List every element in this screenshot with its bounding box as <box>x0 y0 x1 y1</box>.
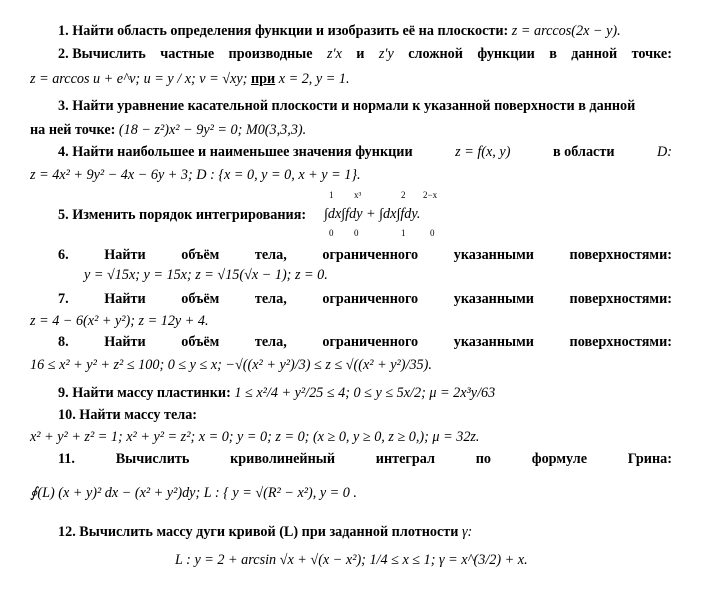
problem-formula: ∮(L) (x + y)² dx − (x² + y²)dy; L : { y = √(R² − x²), y = 0 . <box>30 485 357 501</box>
problem-text: частные <box>160 46 215 62</box>
problem-text: в области <box>552 144 615 160</box>
problem-formula: γ: <box>461 524 473 540</box>
problem-number: 10. <box>58 407 76 423</box>
problem-3-line-1 <box>58 97 635 115</box>
problem-text: Грина: <box>627 451 672 467</box>
problem-text: объём <box>181 334 220 350</box>
problem-formula: z′y <box>378 46 394 62</box>
problem-2-line-2 <box>30 70 350 88</box>
problem-formula: 16 ≤ x² + y² + z² ≤ 100; 0 ≤ y ≤ x; −√((x² + y²)/3) ≤ z ≤ √((x² + y²)/35). <box>30 357 432 373</box>
problem-formula: 1 ≤ x²/4 + y²/25 ≤ 4; 0 ≤ y ≤ 5x/2; μ = 2x³y/63 <box>234 385 496 401</box>
problem-text: по <box>475 451 491 467</box>
problem-number: 6. <box>58 247 69 263</box>
problem-12-line-2 <box>175 551 528 569</box>
problem-formula: x² + y² + z² = 1; x² + y² = z²; x = 0; y = 0; z = 0; (x ≥ 0, y ≥ 0, z ≥ 0,); μ = 32z. <box>30 429 480 445</box>
problem-number: 5. <box>58 207 69 223</box>
problem-formula: y = √15x; y = 15x; z = √15(√x − 1); z = 0. <box>84 267 328 283</box>
problem-number: 9. <box>58 385 69 401</box>
problem-text: тела, <box>254 247 287 263</box>
problem-text: Найти уравнение касательной плоскости и нормали к указанной поверхности в данной <box>72 98 636 114</box>
problem-text: данной <box>571 46 618 62</box>
problem-formula: z = arccos u + e^v; u = y / x; v = √xy; <box>30 71 248 87</box>
problem-text: точке: <box>631 46 672 62</box>
problem-text: производные <box>228 46 313 62</box>
problem-8-line-1 <box>58 333 672 351</box>
problem-4-line-1 <box>58 143 672 161</box>
problem-text: поверхностями: <box>569 291 672 307</box>
problem-text: объём <box>181 247 220 263</box>
problem-text: сложной <box>408 46 463 62</box>
problem-3-line-2 <box>30 121 306 139</box>
problem-number: 11. <box>58 451 75 467</box>
integral-lower-limit: 1 <box>401 228 406 238</box>
problem-formula: z = 4 − 6(x² + y²); z = 12y + 4. <box>30 313 209 329</box>
problem-formula: (18 − z²)x² − 9y² = 0; M0(3,3,3). <box>118 122 307 138</box>
problem-formula: x = 2, y = 1. <box>278 71 350 87</box>
problem-text: Вычислить массу дуги кривой (L) при заданной плотности <box>79 524 459 540</box>
problem-text: Найти область определения функции и изобразить её на плоскости: <box>72 23 509 39</box>
integral-lower-limit: 0 <box>329 228 334 238</box>
problem-text: Вычислить <box>72 46 146 62</box>
problem-text: Найти <box>104 334 146 350</box>
problem-number: 4. <box>58 144 69 160</box>
problem-1 <box>58 22 621 40</box>
integral-upper-limit: 2 <box>401 190 406 200</box>
problem-text: ограниченного <box>322 247 419 263</box>
problem-number: 8. <box>58 334 69 350</box>
problem-text: ограниченного <box>322 291 419 307</box>
problem-text: Найти наибольшее и наименьшее значения функции <box>72 144 413 160</box>
problem-text: функции <box>477 46 535 62</box>
problem-formula: z = 4x² + 9y² − 4x − 6y + 3; D : {x = 0, y = 0, x + y = 1}. <box>30 167 361 183</box>
problem-text: Найти <box>104 247 146 263</box>
problem-formula: ∫dx∫fdy + ∫dx∫fdy. <box>324 206 421 222</box>
problem-number: 7. <box>58 291 69 307</box>
problem-11-line-1 <box>58 450 672 468</box>
problem-text: в <box>549 46 557 62</box>
problem-9 <box>58 384 495 402</box>
problem-formula: z′x <box>326 46 342 62</box>
problem-text: Изменить порядок интегрирования: <box>72 207 307 223</box>
problem-text: на ней точке: <box>30 122 116 138</box>
problem-text: тела, <box>254 334 287 350</box>
problem-8-line-2 <box>30 356 432 374</box>
problem-7-line-1 <box>58 290 672 308</box>
problem-text: указанными <box>453 291 534 307</box>
problem-text: Найти <box>104 291 146 307</box>
problem-text: и <box>356 46 365 62</box>
problem-5-formula <box>324 190 484 240</box>
integral-lower-limit: 0 <box>354 228 359 238</box>
problem-10-line-2 <box>30 428 479 446</box>
problem-text: криволинейный <box>230 451 336 467</box>
problem-formula: D: <box>657 144 672 160</box>
problem-text: поверхностями: <box>569 334 672 350</box>
problem-text: указанными <box>453 247 534 263</box>
problem-6-line-1 <box>58 246 672 264</box>
problem-4-line-2 <box>30 166 361 184</box>
problem-text: объём <box>181 291 220 307</box>
problem-text: Найти массу пластинки: <box>72 385 231 401</box>
problem-5 <box>58 206 306 224</box>
problem-2-line-1 <box>58 45 672 63</box>
problem-number: 2. <box>58 46 69 62</box>
integral-upper-limit: 2−x <box>423 190 438 200</box>
problem-formula: L : y = 2 + arcsin √x + √(x − x²); 1/4 ≤ x ≤ 1; γ = x^(3/2) + x. <box>175 552 528 568</box>
problem-7-line-2 <box>30 312 209 330</box>
problem-10-line-1 <box>58 406 197 424</box>
problem-text: ограниченного <box>322 334 419 350</box>
problem-number: 3. <box>58 98 69 114</box>
problem-11-line-2 <box>30 484 357 502</box>
problem-text: интеграл <box>375 451 435 467</box>
problem-text: Найти массу тела: <box>79 407 198 423</box>
problem-text: поверхностями: <box>569 247 672 263</box>
problem-text: Вычислить <box>115 451 190 467</box>
problem-6-line-2 <box>84 266 328 284</box>
problem-text: тела, <box>254 291 287 307</box>
problem-text: указанными <box>453 334 534 350</box>
problem-number: 1. <box>58 23 69 39</box>
problem-formula: z = f(x, y) <box>455 144 511 160</box>
integral-lower-limit: 0 <box>430 228 435 238</box>
problem-number: 12. <box>58 524 76 540</box>
problem-text: при <box>250 71 276 87</box>
integral-upper-limit: 1 <box>329 190 334 200</box>
integral-upper-limit: x³ <box>354 190 362 200</box>
problem-formula: z = arccos(2x − y). <box>511 23 621 39</box>
problem-text: формуле <box>531 451 587 467</box>
problem-12-line-1 <box>58 523 472 541</box>
